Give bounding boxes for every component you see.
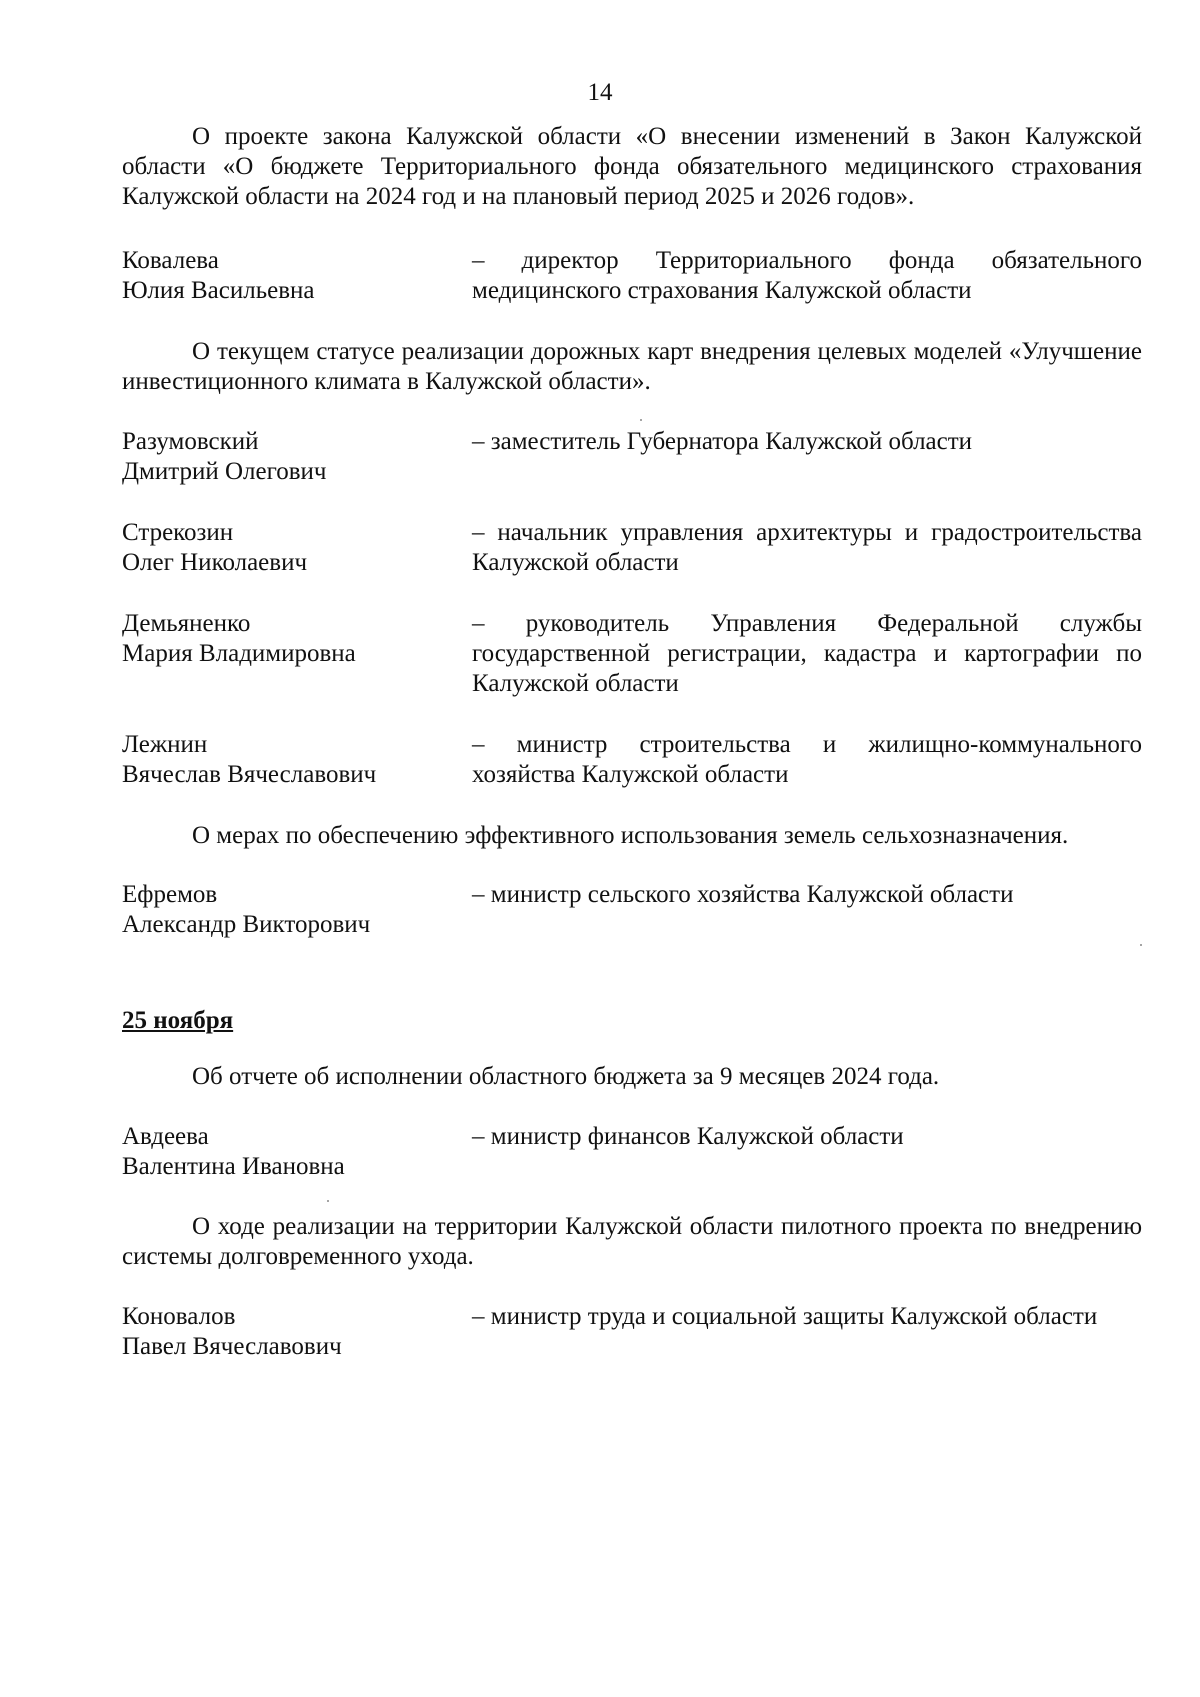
speaker-surname: Авдеева [122, 1123, 209, 1150]
date-heading: 25 ноября [122, 1007, 234, 1034]
speaker-given-name: Павел Вячеславович [122, 1333, 342, 1360]
speaker-entry [122, 1302, 1142, 1362]
speaker-surname: Коновалов [122, 1303, 236, 1330]
speaker-name [122, 1302, 452, 1362]
speaker-entry [122, 246, 1142, 306]
speaker-given-name: Валентина Ивановна [122, 1153, 345, 1180]
speaker-entry [122, 427, 1142, 487]
speaker-given-name: Дмитрий Олегович [122, 458, 327, 485]
speaker-surname: Ковалева [122, 247, 219, 274]
scan-speck [327, 1200, 329, 1202]
speaker-surname: Ефремов [122, 881, 218, 908]
speaker-role: – министр финансов Калужской области [472, 1123, 904, 1150]
speaker-given-name: Юлия Васильевна [122, 277, 315, 304]
agenda-topic [122, 1212, 1142, 1272]
speaker-role: – министр труда и социальной защиты Калужской области [472, 1303, 1098, 1330]
speaker-name [122, 880, 452, 940]
speaker-given-name: Мария Владимировна [122, 640, 356, 667]
speaker-role: – начальник управления архитектуры и градостроительства Калужской области [472, 519, 1142, 576]
speaker-entry [122, 1122, 1142, 1182]
agenda-topic [122, 337, 1142, 397]
speaker-name [122, 246, 452, 306]
speaker-name [122, 730, 452, 790]
speaker-surname: Демьяненко [122, 610, 251, 637]
speaker-role: – министр сельского хозяйства Калужской области [472, 881, 1014, 908]
agenda-topic [122, 821, 1142, 851]
page-number: 14 [587, 79, 613, 106]
speaker-role: – заместитель Губернатора Калужской области [472, 428, 973, 455]
speaker-role: – директор Территориального фонда обязательного медицинского страхования Калужской области [472, 247, 1142, 304]
speaker-name [122, 609, 452, 669]
topic-text: О ходе реализации на территории Калужской области пилотного проекта по внедрению системы долговременного ухода. [122, 1213, 1142, 1270]
agenda-topic [122, 122, 1142, 212]
topic-text: О текущем статусе реализации дорожных карт внедрения целевых моделей «Улучшение инвестиционного климата в Калужской области». [122, 338, 1142, 395]
speaker-entry [122, 609, 1142, 699]
scan-speck [640, 419, 642, 421]
speaker-surname: Разумовский [122, 428, 259, 455]
speaker-role: – министр строительства и жилищно-коммунального хозяйства Калужской области [472, 731, 1142, 788]
speaker-role: – руководитель Управления Федеральной службы государственной регистрации, кадастра и картографии по Калужской области [472, 610, 1142, 697]
speaker-entry [122, 730, 1142, 790]
speaker-given-name: Вячеслав Вячеславович [122, 761, 377, 788]
agenda-topic [122, 1062, 1142, 1092]
speaker-entry [122, 518, 1142, 578]
speaker-surname: Стрекозин [122, 519, 234, 546]
scan-speck [1140, 944, 1142, 946]
speaker-surname: Лежнин [122, 731, 208, 758]
topic-text: О проекте закона Калужской области «О внесении изменений в Закон Калужской области «О бюджете Территориального фонда обязательного медицинского страхования Калужской области на 2024 год и на плановый период 2025 и 2026 годов». [122, 123, 1142, 210]
topic-text: О мерах по обеспечению эффективного использования земель сельхозназначения. [192, 822, 1069, 849]
speaker-name [122, 427, 452, 487]
topic-text: Об отчете об исполнении областного бюджета за 9 месяцев 2024 года. [192, 1063, 940, 1090]
speaker-entry [122, 880, 1142, 940]
speaker-given-name: Александр Викторович [122, 911, 371, 938]
speaker-name [122, 1122, 452, 1182]
speaker-given-name: Олег Николаевич [122, 549, 308, 576]
speaker-name [122, 518, 452, 578]
